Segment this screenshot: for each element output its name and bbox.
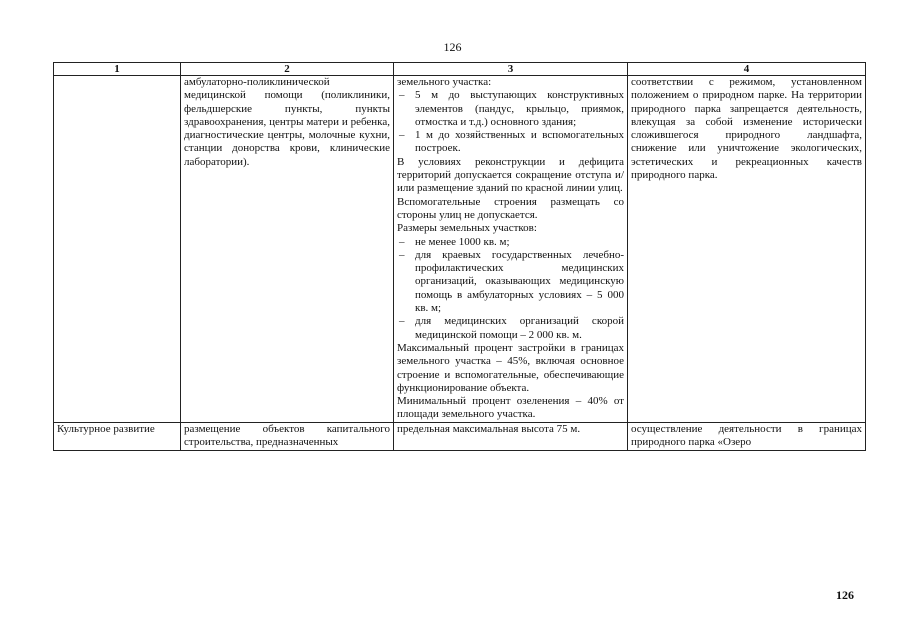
max-building-percent: Максимальный процент застройки в границах земельного участка – 45%, включая основное строение и вспомогательные, обеспечивающие функционирование объекта.: [397, 341, 624, 394]
auxiliary-note: Вспомогательные строения размещать со стороны улиц не допускается.: [397, 195, 624, 221]
cell-use-description: амбулаторно-поликлинической медицинской помощи (поликлиники, фельдшерские пункты, пункты здравоохранения, центры матери и ребенка, диагностические центры, молочные кухни, станции донорства крови, клинические лаборатории).: [181, 76, 394, 423]
cell-restrictions: соответствии с режимом, установленном положением о природном парке. На территории природного парка запрещается деятельность, влекущая за собой изменение исторически сложившегося природного ландшафта, снижение или уничтожение экологических, эстетических и рекреационных качеств природного парка.: [628, 76, 866, 423]
cell-parameters: [394, 76, 628, 423]
parameters-intro: земельного участка:: [397, 76, 492, 88]
page-number-bottom: 126: [836, 588, 854, 602]
header-cell-4: 4: [628, 63, 866, 76]
header-cell-1: 1: [54, 63, 181, 76]
list-item: – для медицинских организаций скорой медицинской помощи – 2 000 кв. м.: [397, 315, 624, 342]
plot-sizes-heading: Размеры земельных участков:: [397, 222, 537, 235]
list-item: – 5 м до выступающих конструктивных элементов (пандус, крыльцо, приямок, отмостка и т.д.) основного здания;: [397, 89, 624, 129]
header-cell-3: 3: [394, 63, 628, 76]
min-greenery-percent: Минимальный процент озеленения – 40% от площади земельного участка.: [397, 395, 624, 421]
table-row: [54, 76, 866, 423]
list-item: – для краевых государственных лечебно-профилактических медицинских организаций, оказывающих медицинскую помощь в амбулаторных условиях – 5 000 кв. м;: [397, 249, 624, 315]
header-cell-2: 2: [181, 63, 394, 76]
table-header-row: [54, 63, 866, 76]
regulations-table: [53, 62, 866, 451]
list-item: – не менее 1000 кв. м;: [397, 236, 624, 249]
cell-use-type: [54, 76, 181, 423]
list-item: – 1 м до хозяйственных и вспомогательных построек.: [397, 129, 624, 156]
table-row: [54, 422, 866, 450]
cell-parameters: предельная максимальная высота 75 м.: [394, 422, 628, 450]
cell-use-description: размещение объектов капитального строительства, предназначенных: [181, 422, 394, 450]
cell-restrictions: осуществление деятельности в границах природного парка «Озеро: [628, 422, 866, 450]
reconstruction-note: В условиях реконструкции и дефицита территорий допускается сокращение отступа и/или размещение зданий по красной линии улиц.: [397, 155, 624, 195]
cell-use-type: Культурное развитие: [54, 422, 181, 450]
page-number-top: 126: [443, 40, 462, 54]
plot-sizes-list: [397, 236, 624, 342]
setback-list: [397, 89, 624, 155]
